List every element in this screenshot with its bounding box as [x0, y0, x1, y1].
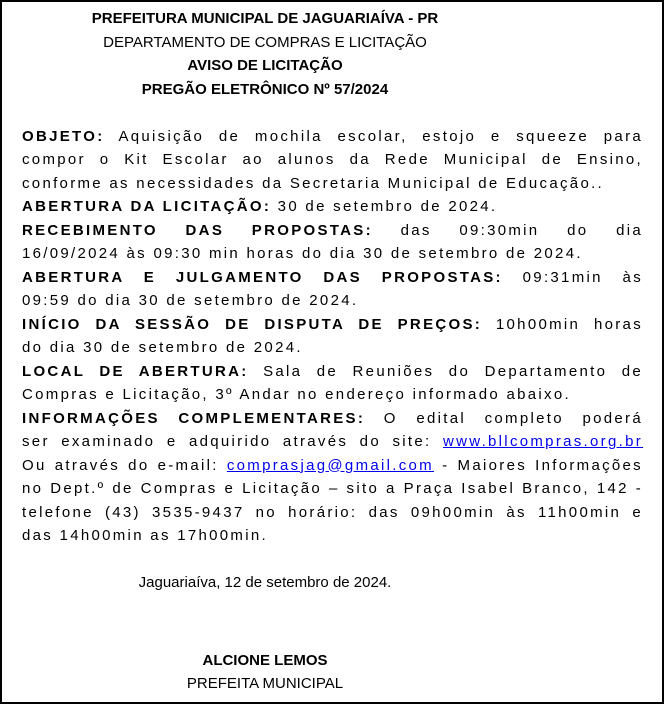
body-line-recebimento-1 — [22, 219, 643, 243]
line-text: 09:59 do dia 30 de setembro de 2024. — [22, 292, 359, 309]
body-line-informacoes-6 — [22, 524, 643, 548]
line-text: do dia 30 de setembro de 2024. — [22, 339, 303, 356]
department-name: DEPARTAMENTO DE COMPRAS E LICITAÇÃO — [103, 33, 427, 51]
body-line-informacoes-5 — [22, 501, 643, 525]
notice-body — [22, 125, 643, 548]
body-line-julgamento-2 — [22, 289, 643, 313]
body-line-local-1 — [22, 360, 643, 384]
informacoes-label: INFORMAÇÕES COMPLEMENTARES: — [22, 409, 366, 427]
abertura-licitacao-label: ABERTURA DA LICITAÇÃO: — [22, 198, 272, 215]
signature-block — [22, 649, 643, 696]
signatory-title: PREFEITA MUNICIPAL — [186, 675, 344, 692]
body-line-abertura-licitacao — [22, 195, 643, 219]
body-line-objeto-2 — [22, 148, 643, 172]
julgamento-label: ABERTURA E JULGAMENTO DAS PROPOSTAS: — [22, 268, 503, 286]
notice-title: AVISO DE LICITAÇÃO — [187, 57, 343, 74]
email-link[interactable]: comprasjag@gmail.com — [226, 456, 434, 474]
objeto-label: OBJETO: — [22, 127, 105, 145]
disputa-label: INÍCIO DA SESSÃO DE DISPUTA DE PREÇOS: — [22, 315, 483, 333]
line-text: das 14h00min as 17h00min. — [22, 527, 268, 544]
body-line-disputa-1 — [22, 313, 643, 337]
body-line-informacoes-3 — [22, 454, 643, 478]
line-text: Compras e Licitação, 3º Andar no endereço informado abaixo. — [22, 386, 571, 403]
line-text: compor o Kit Escolar ao alunos da Rede Municipal de Ensino, — [22, 151, 643, 168]
body-line-local-2 — [22, 383, 643, 407]
notice-header — [22, 7, 643, 101]
line-text: 30 de setembro de 2024. — [277, 198, 498, 215]
line-text: - Maiores Informações — [442, 456, 643, 474]
body-line-julgamento-1 — [22, 266, 643, 290]
line-text: no Dept.º de Compras e Licitação – sito a Praça Isabel Branco, 142 - — [22, 480, 643, 497]
line-text: Aquisição de mochila escolar, estojo e squeeze para — [118, 127, 644, 145]
line-text: Sala de Reuniões do Departamento de — [263, 362, 643, 380]
line-text: 10h00min horas — [495, 315, 643, 333]
line-text: conforme as necessidades da Secretaria Municipal de Educação.. — [22, 174, 605, 192]
local-label: LOCAL DE ABERTURA: — [22, 362, 249, 380]
recebimento-label: RECEBIMENTO DAS PROPOSTAS: — [22, 221, 373, 239]
body-line-objeto-3 — [22, 172, 643, 196]
line-text: ser examinado e adquirido através do site: — [22, 433, 432, 450]
body-line-informacoes-2 — [22, 430, 643, 454]
line-text: das 09:30min do dia — [400, 221, 644, 239]
body-line-objeto-1 — [22, 125, 643, 149]
auction-number: PREGÃO ELETRÔNICO Nº 57/2024 — [141, 80, 389, 98]
line-text: O edital completo poderá — [383, 409, 643, 427]
line-text: telefone (43) 3535-9437 no horário: das 09h00min às 11h00min e — [22, 503, 643, 521]
municipality-name: PREFEITURA MUNICIPAL DE JAGUARIAÍVA - PR — [91, 10, 439, 27]
body-line-recebimento-2 — [22, 242, 643, 266]
line-text: 09:31min às — [522, 268, 643, 286]
body-line-informacoes-4 — [22, 477, 643, 501]
body-line-informacoes-1 — [22, 407, 643, 431]
body-line-disputa-2 — [22, 336, 643, 360]
site-link[interactable]: www.bllcompras.org.br — [443, 433, 644, 450]
signatory-name: ALCIONE LEMOS — [202, 651, 328, 669]
line-text: Ou através do e-mail: — [22, 456, 219, 474]
line-text: 16/09/2024 às 09:30 min horas do dia 30 de setembro de 2024. — [22, 245, 583, 262]
date-line: Jaguariaíva, 12 de setembro de 2024. — [138, 574, 392, 591]
